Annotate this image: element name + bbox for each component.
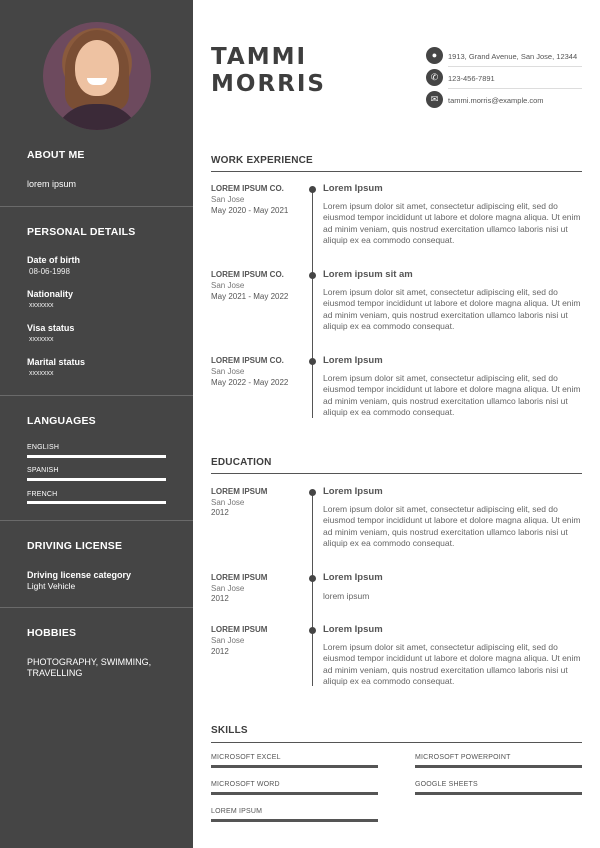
- hobbies-text: TRAVELLING: [27, 668, 83, 678]
- skill-level-bar: [211, 765, 378, 768]
- education-role: Lorem Ipsum: [323, 572, 383, 583]
- nationality-value: xxxxxxx: [29, 302, 54, 309]
- work-description: Lorem ipsum dolor sit amet, consectetur adipiscing elit, sed do eiusmod tempor incididunt ut labore et dolore magna aliqua. Ut enim ad minim veniam, quis nostrud exercitation ullamco laboris nisi ut aliquip ex ea commodo consequat.: [323, 287, 581, 331]
- divider: [448, 66, 582, 67]
- work-description: Lorem ipsum dolor sit amet, consectetur adipiscing elit, sed do eiusmod tempor incididunt ut labore et dolore magna aliqua. Ut enim ad minim veniam, quis nostrud exercitation ullamco laboris nisi ut aliquip ex ea commodo consequat.: [323, 373, 581, 417]
- skill-level-bar: [415, 765, 582, 768]
- work-location: San Jose: [211, 195, 245, 204]
- skill-label: MICROSOFT POWERPOINT: [415, 754, 511, 761]
- language-level-bar: [27, 455, 166, 458]
- section-divider: [211, 473, 582, 474]
- dob-value: 08-06-1998: [29, 267, 70, 276]
- timeline-dot: [309, 575, 316, 582]
- about-text: lorem ipsum: [27, 179, 77, 189]
- profile-photo: [43, 22, 151, 130]
- timeline-dot: [309, 272, 316, 279]
- language-label: FRENCH: [27, 491, 58, 498]
- visa-value: xxxxxxx: [29, 336, 54, 343]
- divider: [0, 206, 193, 207]
- education-location: San Jose: [211, 498, 245, 507]
- location-pin-icon: ●: [426, 47, 443, 64]
- work-location: San Jose: [211, 367, 245, 376]
- marital-label: Marital status: [27, 357, 86, 367]
- section-divider: [211, 742, 582, 743]
- phone-icon: ✆: [426, 69, 443, 86]
- skill-label: LOREM IPSUM: [211, 808, 263, 815]
- language-level-bar: [27, 501, 166, 504]
- education-org: LOREM IPSUM: [211, 573, 268, 582]
- address-text: 1913, Grand Avenue, San Jose, 12344: [448, 52, 578, 61]
- mail-icon: ✉: [426, 91, 443, 108]
- work-dates: May 2022 - May 2022: [211, 378, 289, 387]
- sidebar: [0, 0, 193, 848]
- education-role: Lorem Ipsum: [323, 486, 383, 497]
- timeline-dot: [309, 627, 316, 634]
- driving-value: Light Vehicle: [27, 581, 76, 591]
- education-description: Lorem ipsum dolor sit amet, consectetur adipiscing elit, sed do eiusmod tempor incididunt ut labore et dolore magna aliqua. Ut enim ad minim veniam, quis nostrud exercitation ullamco laboris nisi ut aliquip ex ea commodo consequat.: [323, 504, 581, 548]
- education-description: Lorem ipsum dolor sit amet, consectetur adipiscing elit, sed do eiusmod tempor incididunt ut labore et dolore magna aliqua. Ut enim ad minim veniam, quis nostrud exercitation ullamco laboris nisi ut aliquip ex ea commodo consequat.: [323, 642, 581, 686]
- education-location: San Jose: [211, 636, 245, 645]
- email-link[interactable]: tammi.morris@example.com: [448, 96, 544, 105]
- divider: [0, 395, 193, 396]
- dob-label: Date of birth: [27, 255, 80, 265]
- work-heading: WORK EXPERIENCE: [211, 155, 313, 166]
- skill-label: MICROSOFT EXCEL: [211, 754, 281, 761]
- languages-heading: LANGUAGES: [27, 415, 96, 427]
- hobbies-heading: HOBBIES: [27, 627, 77, 639]
- about-heading: ABOUT ME: [27, 149, 85, 161]
- work-org: LOREM IPSUM CO.: [211, 270, 284, 279]
- work-org: LOREM IPSUM CO.: [211, 184, 284, 193]
- education-org: LOREM IPSUM: [211, 487, 268, 496]
- personal-heading: PERSONAL DETAILS: [27, 226, 136, 238]
- work-role: Lorem Ipsum: [323, 183, 383, 194]
- nationality-label: Nationality: [27, 289, 74, 299]
- education-org: LOREM IPSUM: [211, 625, 268, 634]
- language-label: ENGLISH: [27, 444, 60, 451]
- skill-level-bar: [211, 819, 378, 822]
- hobbies-text: PHOTOGRAPHY, SWIMMING,: [27, 657, 152, 667]
- work-role: Lorem Ipsum: [323, 355, 383, 366]
- skill-label: GOOGLE SHEETS: [415, 781, 478, 788]
- timeline-line: [312, 492, 313, 686]
- work-role: Lorem ipsum sit am: [323, 269, 413, 280]
- timeline-dot: [309, 358, 316, 365]
- last-name: MORRIS: [211, 71, 326, 97]
- divider: [0, 607, 193, 608]
- divider: [448, 88, 582, 89]
- driving-heading: DRIVING LICENSE: [27, 540, 123, 552]
- timeline-dot: [309, 489, 316, 496]
- skill-level-bar: [415, 792, 582, 795]
- first-name: TAMMI: [211, 44, 308, 70]
- timeline-line: [312, 189, 313, 418]
- visa-label: Visa status: [27, 323, 75, 333]
- work-dates: May 2021 - May 2022: [211, 292, 289, 301]
- education-role: Lorem Ipsum: [323, 624, 383, 635]
- education-heading: EDUCATION: [211, 457, 272, 468]
- divider: [0, 520, 193, 521]
- driving-label: Driving license category: [27, 570, 132, 580]
- work-org: LOREM IPSUM CO.: [211, 356, 284, 365]
- education-dates: 2012: [211, 508, 229, 517]
- phone-text: 123-456-7891: [448, 74, 495, 83]
- timeline-dot: [309, 186, 316, 193]
- education-dates: 2012: [211, 594, 229, 603]
- skills-heading: SKILLS: [211, 725, 248, 736]
- work-location: San Jose: [211, 281, 245, 290]
- work-description: Lorem ipsum dolor sit amet, consectetur adipiscing elit, sed do eiusmod tempor incididunt ut labore et dolore magna aliqua. Ut enim ad minim veniam, quis nostrud exercitation ullamco laboris nisi ut aliquip ex ea commodo consequat.: [323, 201, 581, 245]
- language-label: SPANISH: [27, 467, 59, 474]
- language-level-bar: [27, 478, 166, 481]
- work-dates: May 2020 - May 2021: [211, 206, 289, 215]
- skill-level-bar: [211, 792, 378, 795]
- education-dates: 2012: [211, 647, 229, 656]
- education-location: San Jose: [211, 584, 245, 593]
- skill-label: MICROSOFT WORD: [211, 781, 280, 788]
- education-description: lorem ipsum: [323, 591, 370, 601]
- section-divider: [211, 171, 582, 172]
- marital-value: xxxxxxx: [29, 370, 54, 377]
